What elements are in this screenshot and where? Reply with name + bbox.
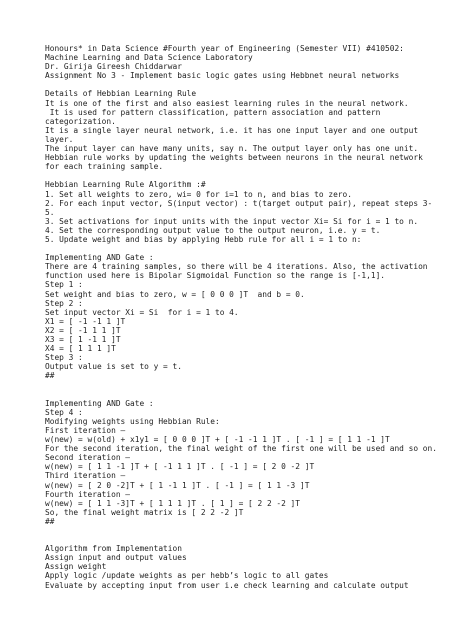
assignment-title-line: Assignment No 3 - Implement basic logic gates using Hebbnet neural networks: [45, 71, 400, 81]
and-gate-line: For the second iteration, the final weight of the first one will be used and so on.: [45, 444, 437, 454]
and-gate-line: Step 3 :: [45, 353, 83, 363]
and-gate-line: w(new) = [ 2 0 -2]T + [ 1 -1 1 ]T . [ -1 ] = [ 1 1 -3 ]T: [45, 480, 310, 490]
and-gate-line: X1 = [ -1 -1 1 ]T: [45, 316, 126, 326]
and-gate-line: Set input vector Xi = Si for i = 1 to 4.: [45, 307, 239, 317]
spacer: [45, 535, 465, 544]
details-heading: Details of Hebbian Learning Rule: [45, 89, 197, 99]
and-gate-line: There are 4 training samples, so there will be 4 iterations. Also, the activation: [45, 262, 428, 272]
and-gate-heading: Implementing AND Gate :: [45, 253, 154, 263]
spacer: [45, 380, 465, 389]
and-gate-line: Step 4 :: [45, 407, 83, 417]
implementation-line: Assign weight: [45, 562, 107, 572]
details-line: Hebbian rule works by updating the weights between neurons in the neural network: [45, 153, 423, 163]
document-page: [45, 44, 465, 590]
algorithm-step: 4. Set the corresponding output value to the output neuron, i.e. y = t.: [45, 225, 381, 235]
author-line: Dr. Girija Gireesh Chiddarwar: [45, 62, 182, 72]
details-line: It is a single layer neural network, i.e. it has one input layer and one output: [45, 125, 419, 135]
details-line: for each training sample.: [45, 162, 164, 172]
and-gate-line: Second iteration –: [45, 453, 131, 463]
and-gate-line: Output value is set to y = t.: [45, 362, 182, 372]
details-line: It is one of the first and also easiest learning rules in the neural network.: [45, 98, 409, 108]
and-gate-line: Step 1 :: [45, 280, 83, 290]
implementation-heading: Algorithm from Implementation: [45, 544, 182, 554]
algorithm-step: 3. Set activations for input units with the input vector Xi= Si for i = 1 to n.: [45, 216, 419, 226]
implementation-line: Assign input and output values: [45, 553, 187, 563]
and-gate-line: X4 = [ 1 1 1 ]T: [45, 344, 116, 354]
and-gate-line: ##: [45, 371, 55, 381]
lab-name-line: Machine Learning and Data Science Laboratory: [45, 53, 253, 63]
details-line: It is used for pattern classification, pattern association and pattern: [45, 107, 381, 117]
implementation-line: Apply logic /update weights as per hebb’s logic to all gates: [45, 571, 329, 581]
and-gate-line: Set weight and bias to zero, w = [ 0 0 0 ]T and b = 0.: [45, 289, 305, 299]
spacer: [45, 171, 465, 180]
algorithm-heading: Hebbian Learning Rule Algorithm :#: [45, 180, 206, 190]
and-gate-line: Modifying weights using Hebbian Rule:: [45, 416, 220, 426]
and-gate-line: First iteration –: [45, 425, 126, 435]
implementation-line: Evaluate by accepting input from user i.e check learning and calculate output: [45, 580, 409, 590]
algorithm-step: 5. Update weight and bias by applying Hebb rule for all i = 1 to n:: [45, 234, 362, 244]
algorithm-step: 2. For each input vector, S(input vector) : t(target output pair), repeat steps 3-: [45, 198, 433, 208]
spacer: [45, 526, 465, 535]
spacer: [45, 244, 465, 253]
details-line: The input layer can have many units, say n. The output layer only has one unit.: [45, 144, 419, 154]
and-gate-line: function used here is Bipolar Sigmoidal Function so the range is [-1,1].: [45, 271, 386, 281]
algorithm-step: 5.: [45, 207, 55, 217]
details-line: layer.: [45, 134, 74, 144]
and-gate-line: Step 2 :: [45, 298, 83, 308]
and-gate-line: Third iteration –: [45, 471, 126, 481]
and-gate-line: X3 = [ 1 -1 1 ]T: [45, 335, 121, 344]
details-line: categorization.: [45, 116, 116, 126]
algorithm-step: 1. Set all weights to zero, wi= 0 for i=1 to n, and bias to zero.: [45, 189, 352, 199]
and-gate-line: So, the final weight matrix is [ 2 2 -2 ]T: [45, 507, 244, 517]
spacer: [45, 80, 465, 89]
and-gate-line: w(new) = w(old) + x1y1 = [ 0 0 0 ]T + [ -1 -1 1 ]T . [ -1 ] = [ 1 1 -1 ]T: [45, 435, 390, 445]
course-title-line: Honours* in Data Science #Fourth year of Engineering (Semester VII) #410502:: [45, 44, 404, 53]
and-gate-line: w(new) = [ 1 1 -3]T + [ 1 1 1 ]T . [ 1 ] = [ 2 2 -2 ]T: [45, 498, 301, 508]
and-gate-line: w(new) = [ 1 1 -1 ]T + [ -1 1 1 ]T . [ -1 ] = [ 2 0 -2 ]T: [45, 462, 315, 472]
and-gate-heading: Implementing AND Gate :: [45, 398, 154, 408]
and-gate-line: Fourth iteration –: [45, 489, 131, 499]
spacer: [45, 390, 465, 399]
and-gate-line: ##: [45, 516, 55, 526]
and-gate-line: X2 = [ -1 1 1 ]T: [45, 325, 121, 335]
